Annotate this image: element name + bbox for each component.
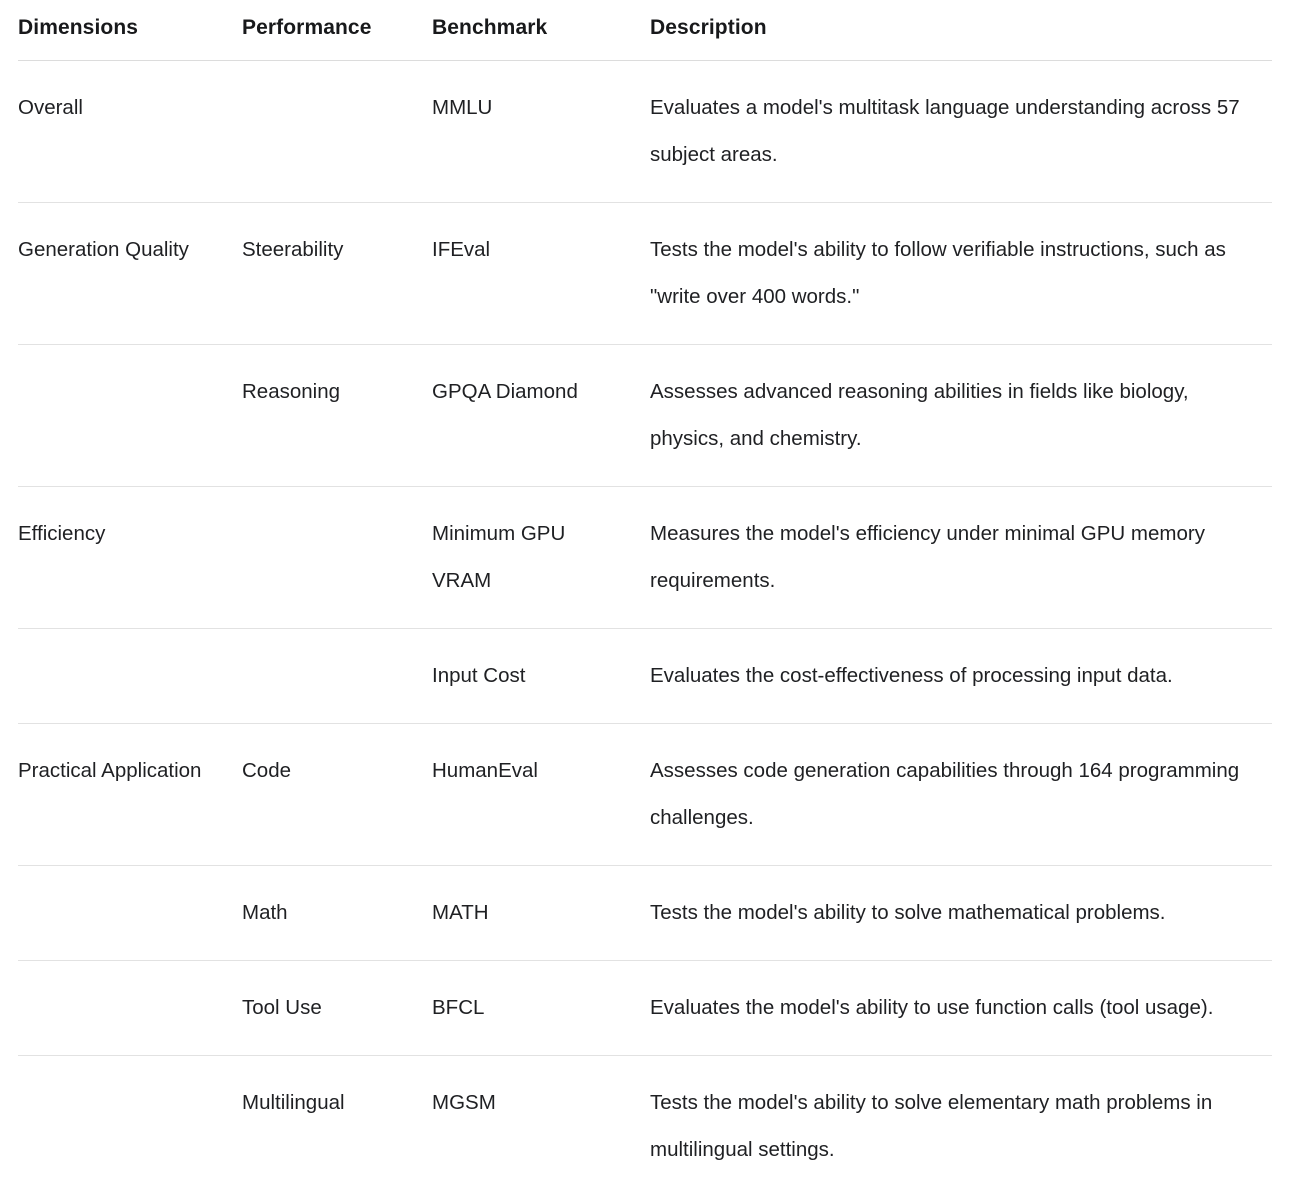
- cell-description: Assesses code generation capabilities through 164 programming challenges.: [650, 724, 1272, 866]
- table-row: [18, 629, 1272, 724]
- cell-benchmark: GPQA Diamond: [432, 345, 650, 487]
- cell-benchmark: Minimum GPU VRAM: [432, 487, 650, 629]
- table-body: [18, 61, 1272, 1197]
- benchmark-dimensions-table: [18, 0, 1272, 1197]
- cell-performance: [242, 629, 432, 724]
- cell-dimension: [18, 629, 242, 724]
- cell-benchmark: MGSM: [432, 1091, 496, 1115]
- cell-performance: Tool Use: [242, 961, 432, 1056]
- cell-dimension: Practical Application: [18, 724, 242, 866]
- cell-dimension: Generation Quality: [18, 203, 242, 345]
- cell-performance: Math: [242, 866, 432, 961]
- table-row: [18, 345, 1272, 487]
- cell-performance: Code: [242, 724, 432, 866]
- table-row: [18, 724, 1272, 866]
- cell-benchmark: MMLU: [432, 61, 650, 203]
- cell-performance: Multilingual: [242, 1091, 345, 1115]
- cell-description: Assesses advanced reasoning abilities in fields like biology, physics, and chemistry.: [650, 345, 1272, 487]
- table-row: [18, 203, 1272, 345]
- column-header-description: Description: [650, 0, 1272, 61]
- cell-benchmark: IFEval: [432, 203, 650, 345]
- cell-description: Tests the model's ability to follow verifiable instructions, such as "write over 400 words.": [650, 203, 1272, 345]
- cell-description: Evaluates a model's multitask language understanding across 57 subject areas.: [650, 61, 1272, 203]
- table-header-row: [18, 0, 1272, 61]
- cell-benchmark: Input Cost: [432, 629, 650, 724]
- cell-dimension: [18, 1056, 242, 1197]
- cell-dimension: [18, 345, 242, 487]
- cell-description: Evaluates the cost-effectiveness of processing input data.: [650, 629, 1272, 724]
- cell-performance: Reasoning: [242, 345, 432, 487]
- cell-benchmark: BFCL: [432, 961, 650, 1056]
- cell-description: Measures the model's efficiency under minimal GPU memory requirements.: [650, 487, 1272, 629]
- table-row: [18, 61, 1272, 203]
- cell-dimension: [18, 961, 242, 1056]
- cell-dimension: Overall: [18, 61, 242, 203]
- table-row: [18, 961, 1272, 1056]
- table-row: [18, 1056, 1272, 1197]
- cell-benchmark: HumanEval: [432, 724, 650, 866]
- column-header-performance: Performance: [242, 0, 432, 61]
- table-header: [18, 0, 1272, 61]
- column-header-dimensions: Dimensions: [18, 0, 242, 61]
- cell-description: Tests the model's ability to solve mathematical problems.: [650, 866, 1272, 961]
- cell-description: Tests the model's ability to solve elementary math problems in multilingual settings.: [650, 1091, 1213, 1162]
- table-row: [18, 866, 1272, 961]
- cell-benchmark: MATH: [432, 866, 650, 961]
- cell-performance: Steerability: [242, 203, 432, 345]
- cell-description: Evaluates the model's ability to use function calls (tool usage).: [650, 961, 1272, 1056]
- cell-performance: [242, 61, 432, 203]
- cell-performance: [242, 487, 432, 629]
- cell-dimension: [18, 866, 242, 961]
- column-header-benchmark: Benchmark: [432, 0, 650, 61]
- table-row: [18, 487, 1272, 629]
- cell-dimension: Efficiency: [18, 487, 242, 629]
